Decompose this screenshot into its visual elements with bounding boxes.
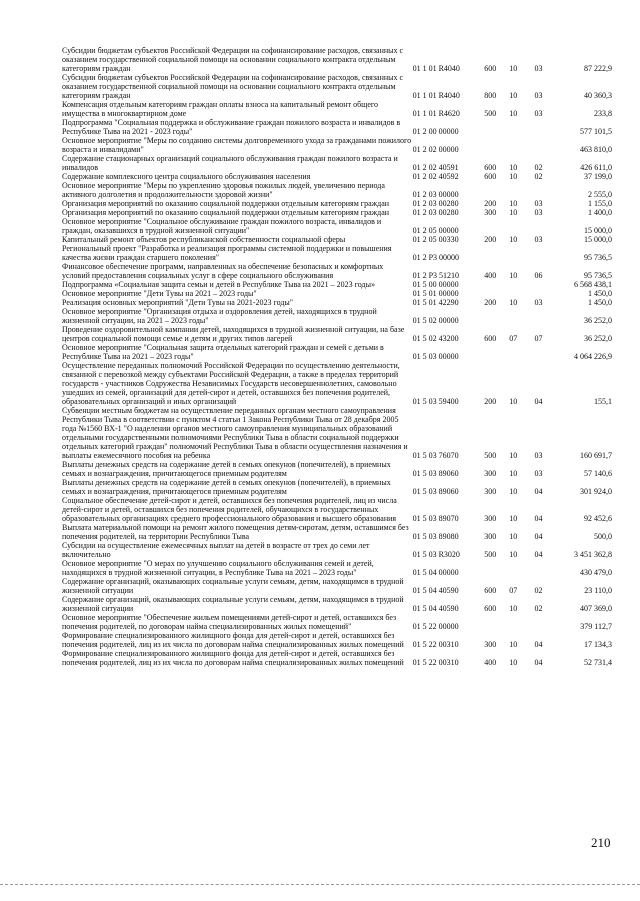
row-amount: 17 134,3: [584, 640, 612, 649]
row-expense-type: 300: [484, 640, 497, 649]
row-name: Основное мероприятие "О мерах по улучшению социального обслуживания семей и детей, находящихся в трудной жизненной ситуации, в Республике Тыва на 2021 – 2023 годы": [62, 559, 374, 577]
row-subsection: 03: [534, 91, 543, 100]
row-name: Реализация основных мероприятий "Дети Тувы на 2021-2023 годы": [62, 298, 294, 307]
page-number: 210: [591, 835, 611, 850]
row-code: 01 2 03 00280: [412, 208, 459, 217]
row-code: 01 5 22 00310: [412, 640, 459, 649]
row-expense-type: 600: [484, 604, 497, 613]
table-row: [62, 181, 612, 199]
row-section: 10: [509, 235, 518, 244]
row-section: 10: [509, 64, 518, 73]
table-row: [62, 280, 612, 289]
row-subsection: [524, 217, 553, 235]
row-section: [503, 343, 524, 361]
row-name: Основное мероприятие "Социальная защита отдельных категорий граждан и семей с детьми в Республике Тыва на 2021 – 2023 годы": [62, 343, 384, 361]
row-subsection: 02: [534, 163, 543, 172]
row-code: 01 5 22 00000: [412, 622, 459, 631]
row-amount: 379 112,7: [580, 622, 612, 631]
row-name: Капитальный ремонт объектов республиканской собственности социальной сферы: [62, 235, 346, 244]
row-subsection: [524, 307, 553, 325]
budget-table-body: [62, 46, 612, 667]
table-row: [62, 577, 612, 595]
table-row: [62, 613, 612, 631]
table-row: [62, 361, 612, 406]
row-code: 01 5 03 76070: [412, 451, 459, 460]
row-amount: 36 252,0: [584, 334, 612, 343]
row-expense-type: 500: [484, 451, 497, 460]
row-name: Формирование специализированного жилищного фонда для детей-сирот и детей, оставшихся без попечения родителей, лиц из их числа по договорам найма специализированных жилых помещений: [62, 631, 404, 649]
row-subsection: [524, 181, 553, 199]
row-name: Содержание стационарных организаций социального обслуживания граждан пожилого возраста и инвалидов: [62, 154, 398, 172]
row-code: 01 5 03 89080: [412, 532, 459, 541]
row-subsection: 07: [534, 334, 543, 343]
row-code: 01 1 01 R4040: [412, 64, 460, 73]
row-section: [503, 307, 524, 325]
row-expense-type: [478, 136, 503, 154]
row-section: [503, 244, 524, 262]
row-section: [503, 559, 524, 577]
row-section: 10: [509, 271, 518, 280]
row-code: 01 5 02 00000: [412, 316, 459, 325]
row-section: [503, 181, 524, 199]
table-row: [62, 100, 612, 118]
row-amount: 500,0: [594, 532, 612, 541]
row-expense-type: [478, 289, 503, 298]
row-amount: 95 736,5: [584, 271, 612, 280]
row-subsection: 06: [534, 271, 543, 280]
row-name: Подпрограмма «Социальная защита семьи и детей в Республике Тыва на 2021 – 2023 годы»: [62, 280, 375, 289]
row-code: 01 2 P3 00000: [412, 253, 460, 262]
row-expense-type: 200: [484, 298, 497, 307]
row-name: Проведение оздоровительной кампании детей, находящихся в трудной жизненной ситуации, на базе центров социальной помощи семье и детям и других типов лагерей: [62, 325, 405, 343]
row-expense-type: 600: [484, 334, 497, 343]
table-row: [62, 136, 612, 154]
row-expense-type: [478, 217, 503, 235]
row-section: 10: [509, 208, 518, 217]
row-expense-type: 300: [484, 514, 497, 523]
row-code: 01 5 03 R3020: [412, 550, 460, 559]
row-subsection: 03: [534, 109, 543, 118]
row-expense-type: 400: [484, 271, 497, 280]
row-amount: 463 810,0: [580, 145, 612, 154]
row-name: Осуществление переданных полномочий Российской Федерации по осуществлению деятельности, связанной с перевозкой между субъектами Российской Федерации, а также в пределах территорий государств - участников Содружества Независимых Государств несовершеннолетних, самовольно ушедших из семей, организаций для детей-сирот и детей, оставшихся без попечения родителей, образовательных организаций и иных организаций: [62, 361, 400, 406]
row-expense-type: 200: [484, 199, 497, 208]
row-subsection: 02: [534, 172, 543, 181]
row-name: Выплаты денежных средств на содержание детей в семьях опекунов (попечителей), в приемных семьях и вознаграждения, причитающегося приемным родителям: [62, 460, 391, 478]
row-expense-type: [478, 244, 503, 262]
row-subsection: 04: [534, 550, 543, 559]
table-row: [62, 73, 612, 100]
row-code: 01 2 05 00000: [412, 226, 459, 235]
row-subsection: 04: [534, 640, 543, 649]
row-amount: 1 450,0: [588, 289, 612, 298]
row-section: [503, 136, 524, 154]
row-name: Организация мероприятий по оказанию социальной поддержки отдельным категориям граждан: [62, 199, 390, 208]
row-code: 01 5 03 89060: [412, 469, 459, 478]
row-amount: 301 924,0: [580, 487, 612, 496]
row-code: 01 5 03 89070: [412, 514, 459, 523]
row-subsection: [524, 343, 553, 361]
row-name: Основное мероприятие "Социальное обслуживание граждан пожилого возраста, инвалидов и граждан, оказавшихся в трудной жизненной ситуации": [62, 217, 382, 235]
row-code: 01 2 02 40592: [412, 172, 459, 181]
row-name: Социальное обеспечение детей-сирот и детей, оставшихся без попечения родителей, лиц из числа детей-сирот и детей, оставшихся без попечения родителей, обучающихся в государственных образовательных организациях среднего профессионального образования и высшего образования: [62, 496, 397, 523]
row-name: Подпрограмма "Социальная поддержка и обслуживание граждан пожилого возраста и инвалидов в Республике Тыва на 2021 - 2023 годы": [62, 118, 401, 136]
row-name: Субсидии на осуществление ежемесячных выплат на детей в возрасте от трех до семи лет включительно: [62, 541, 370, 559]
row-subsection: 03: [534, 451, 543, 460]
row-expense-type: [478, 280, 503, 289]
row-expense-type: 400: [484, 658, 497, 667]
table-row: [62, 631, 612, 649]
row-section: 10: [509, 199, 518, 208]
table-row: [62, 289, 612, 298]
row-section: [503, 289, 524, 298]
table-row: [62, 523, 612, 541]
table-row: [62, 208, 612, 217]
row-amount: 430 479,0: [580, 568, 612, 577]
table-row: [62, 46, 612, 73]
table-row: [62, 172, 612, 181]
row-amount: 52 731,4: [584, 658, 612, 667]
row-amount: 36 252,0: [584, 316, 612, 325]
row-amount: 87 222,9: [584, 64, 612, 73]
row-section: 10: [509, 469, 518, 478]
row-amount: 2 555,0: [588, 190, 612, 199]
row-code: 01 5 04 40590: [412, 604, 459, 613]
budget-table: [62, 46, 612, 667]
row-code: 01 1 01 R4040: [412, 91, 460, 100]
row-name: Организация мероприятий по оказанию социальной поддержки отдельным категориям граждан: [62, 208, 390, 217]
row-code: 01 5 01 00000: [412, 289, 459, 298]
row-name: Содержание комплексного центра социального обслуживания населения: [62, 172, 311, 181]
table-row: [62, 298, 612, 307]
row-code: 01 5 03 89060: [412, 487, 459, 496]
row-section: [503, 118, 524, 136]
row-section: [503, 280, 524, 289]
row-subsection: [524, 613, 553, 631]
row-expense-type: 600: [484, 163, 497, 172]
row-section: 10: [509, 172, 518, 181]
row-subsection: [524, 118, 553, 136]
row-subsection: [524, 559, 553, 577]
row-section: 10: [509, 451, 518, 460]
row-name: Выплаты денежных средств на содержание детей в семьях опекунов (попечителей), в приемных семьях и вознаграждения, причитающегося приемным родителям: [62, 478, 391, 496]
table-row: [62, 307, 612, 325]
row-amount: 92 452,6: [584, 514, 612, 523]
row-subsection: [524, 280, 553, 289]
row-code: 01 2 03 00000: [412, 190, 459, 199]
table-row: [62, 649, 612, 667]
row-name: Субсидии бюджетам субъектов Российской Федерации на софинансирование расходов, связанных с оказанием государственной социальной помощи на основании социального контракта отдельным категориям граждан: [62, 46, 404, 73]
table-row: [62, 496, 612, 523]
row-section: 10: [509, 550, 518, 559]
row-amount: 1 400,0: [588, 208, 612, 217]
row-code: 01 1 01 R4620: [412, 109, 460, 118]
row-expense-type: 600: [484, 172, 497, 181]
row-code: 01 5 02 43200: [412, 334, 459, 343]
table-row: [62, 595, 612, 613]
row-expense-type: [478, 613, 503, 631]
table-row: [62, 541, 612, 559]
row-amount: 3 451 362,8: [574, 550, 612, 559]
row-name: Финансовое обеспечение программ, направленных на обеспечение безопасных и комфортных условий предоставления социальных услуг в сфере социального обслуживания: [62, 262, 384, 280]
row-subsection: 03: [534, 208, 543, 217]
row-section: 10: [509, 163, 518, 172]
row-section: 10: [509, 109, 518, 118]
row-name: Региональный проект "Разработка и реализация программы системной поддержки и повышения качества жизни граждан старшего поколения": [62, 244, 392, 262]
row-name: Основное мероприятие "Дети Тувы на 2021 – 2023 годы": [62, 289, 257, 298]
table-row: [62, 343, 612, 361]
row-amount: 407 369,0: [580, 604, 612, 613]
row-section: 10: [509, 397, 518, 406]
row-amount: 23 110,0: [584, 586, 612, 595]
row-subsection: 03: [534, 469, 543, 478]
page-bottom-divider: [0, 884, 640, 885]
row-amount: 1 155,0: [588, 199, 612, 208]
row-section: 07: [509, 586, 518, 595]
row-expense-type: 500: [484, 109, 497, 118]
table-row: [62, 199, 612, 208]
row-name: Субсидии бюджетам субъектов Российской Федерации на софинансирование расходов, связанных с оказанием государственной социальной помощи на основании социального контракта отдельным категориям граждан: [62, 73, 404, 100]
row-expense-type: 200: [484, 235, 497, 244]
row-name: Основное мероприятие "Обеспечение жильем помещениями детей-сирот и детей, оставшихся без попечения родителей, по договорам найма специализированных жилых помещений": [62, 613, 397, 631]
row-section: 10: [509, 91, 518, 100]
row-section: 10: [509, 604, 518, 613]
table-row: [62, 235, 612, 244]
row-name: Формирование специализированного жилищного фонда для детей-сирот и детей, оставшихся без попечения родителей, лиц из их числа по договорам найма специализированных жилых помещений: [62, 649, 404, 667]
row-amount: 15 000,0: [584, 226, 612, 235]
row-subsection: 03: [534, 64, 543, 73]
row-name: Содержание организаций, оказывающих социальные услуги семьям, детям, находящимся в трудной жизненной ситуации: [62, 595, 404, 613]
row-name: Основное мероприятие "Меры по созданию системы долговременного ухода за гражданами пожилого возраста и инвалидами": [62, 136, 412, 154]
row-expense-type: 500: [484, 550, 497, 559]
row-expense-type: 600: [484, 64, 497, 73]
table-row: [62, 460, 612, 478]
table-row: [62, 559, 612, 577]
table-row: [62, 244, 612, 262]
row-section: 10: [509, 487, 518, 496]
row-code: 01 2 P3 51210: [412, 271, 460, 280]
row-expense-type: 800: [484, 91, 497, 100]
row-subsection: [524, 136, 553, 154]
table-row: [62, 262, 612, 280]
row-subsection: 04: [534, 487, 543, 496]
row-subsection: [524, 244, 553, 262]
row-amount: 160 691,7: [580, 451, 612, 460]
table-row: [62, 154, 612, 172]
row-amount: 57 140,6: [584, 469, 612, 478]
row-subsection: 03: [534, 199, 543, 208]
row-expense-type: [478, 559, 503, 577]
table-row: [62, 478, 612, 496]
row-amount: 577 101,5: [580, 127, 612, 136]
row-expense-type: [478, 181, 503, 199]
row-amount: 426 611,0: [580, 163, 612, 172]
row-code: 01 5 03 59400: [412, 397, 459, 406]
row-section: 10: [509, 532, 518, 541]
row-subsection: 02: [534, 604, 543, 613]
row-section: 10: [509, 514, 518, 523]
row-subsection: 03: [534, 235, 543, 244]
row-amount: 1 450,0: [588, 298, 612, 307]
row-amount: 15 000,0: [584, 235, 612, 244]
row-name: Содержание организаций, оказывающих социальные услуги семьям, детям, находящимся в трудной жизненной ситуации: [62, 577, 404, 595]
table-row: [62, 406, 612, 460]
row-amount: 40 360,3: [584, 91, 612, 100]
row-amount: 37 199,0: [584, 172, 612, 181]
row-expense-type: 600: [484, 586, 497, 595]
row-section: 10: [509, 298, 518, 307]
row-code: 01 5 22 00310: [412, 658, 459, 667]
row-amount: 233,8: [594, 109, 612, 118]
row-code: 01 5 03 00000: [412, 352, 459, 361]
row-name: Основное мероприятие "Меры по укреплению здоровья пожилых людей, увеличению периода активного долголетия и продолжительности здоровой жизни": [62, 181, 385, 199]
row-subsection: 04: [534, 658, 543, 667]
row-expense-type: 300: [484, 532, 497, 541]
row-code: 01 5 04 40590: [412, 586, 459, 595]
row-amount: 155,1: [594, 397, 612, 406]
row-code: 01 2 02 40591: [412, 163, 459, 172]
row-code: 01 2 03 00280: [412, 199, 459, 208]
row-subsection: 04: [534, 514, 543, 523]
row-expense-type: 300: [484, 208, 497, 217]
row-expense-type: 300: [484, 469, 497, 478]
row-amount: 4 064 226,9: [574, 352, 612, 361]
row-code: 01 5 01 42290: [412, 298, 459, 307]
row-code: 01 2 00 00000: [412, 127, 459, 136]
row-code: 01 2 05 00330: [412, 235, 459, 244]
table-row: [62, 118, 612, 136]
row-name: Выплата материальной помощи на ремонт жилого помещения детям-сиротам, детям, оставшимся без попечения родителей, на территории Республики Тыва: [62, 523, 409, 541]
row-expense-type: [478, 307, 503, 325]
row-code: 01 5 04 00000: [412, 568, 459, 577]
row-name: Компенсация отдельным категориям граждан оплаты взноса на капитальный ремонт общего имущества в многоквартирном доме: [62, 100, 378, 118]
row-expense-type: 200: [484, 397, 497, 406]
row-subsection: 02: [534, 586, 543, 595]
row-amount: 95 736,5: [584, 253, 612, 262]
row-section: [503, 613, 524, 631]
row-code: 01 5 00 00000: [412, 280, 459, 289]
table-row: [62, 217, 612, 235]
row-amount: 6 568 438,1: [574, 280, 612, 289]
row-expense-type: [478, 343, 503, 361]
row-subsection: 03: [534, 298, 543, 307]
table-row: [62, 325, 612, 343]
row-section: [503, 217, 524, 235]
row-code: 01 2 02 00000: [412, 145, 459, 154]
row-name: Основное мероприятие "Организация отдыха и оздоровления детей, находящихся в трудной жизненной ситуации, на 2021 – 2023 годы": [62, 307, 377, 325]
row-section: 10: [509, 640, 518, 649]
row-expense-type: [478, 118, 503, 136]
row-subsection: 04: [534, 397, 543, 406]
row-section: 07: [509, 334, 518, 343]
row-expense-type: 300: [484, 487, 497, 496]
row-subsection: 04: [534, 532, 543, 541]
row-subsection: [524, 289, 553, 298]
row-section: 10: [509, 658, 518, 667]
row-name: Субвенции местным бюджетам на осуществление переданных органам местного самоуправления Республики Тыва в соответствии с пунктом 4 статьи 1 Закона Республики Тыва от 28 декабря 2005 года №1560 ВХ-1 "О наделении органов местного самоуправления муниципальных образований отдельными государственными полномочиями Республики Тыва в области социальной поддержки отдельных категорий граждан" полномочий Республики Тыва в области осуществления назначения и выплаты ежемесячного пособия на ребенка: [62, 406, 408, 460]
